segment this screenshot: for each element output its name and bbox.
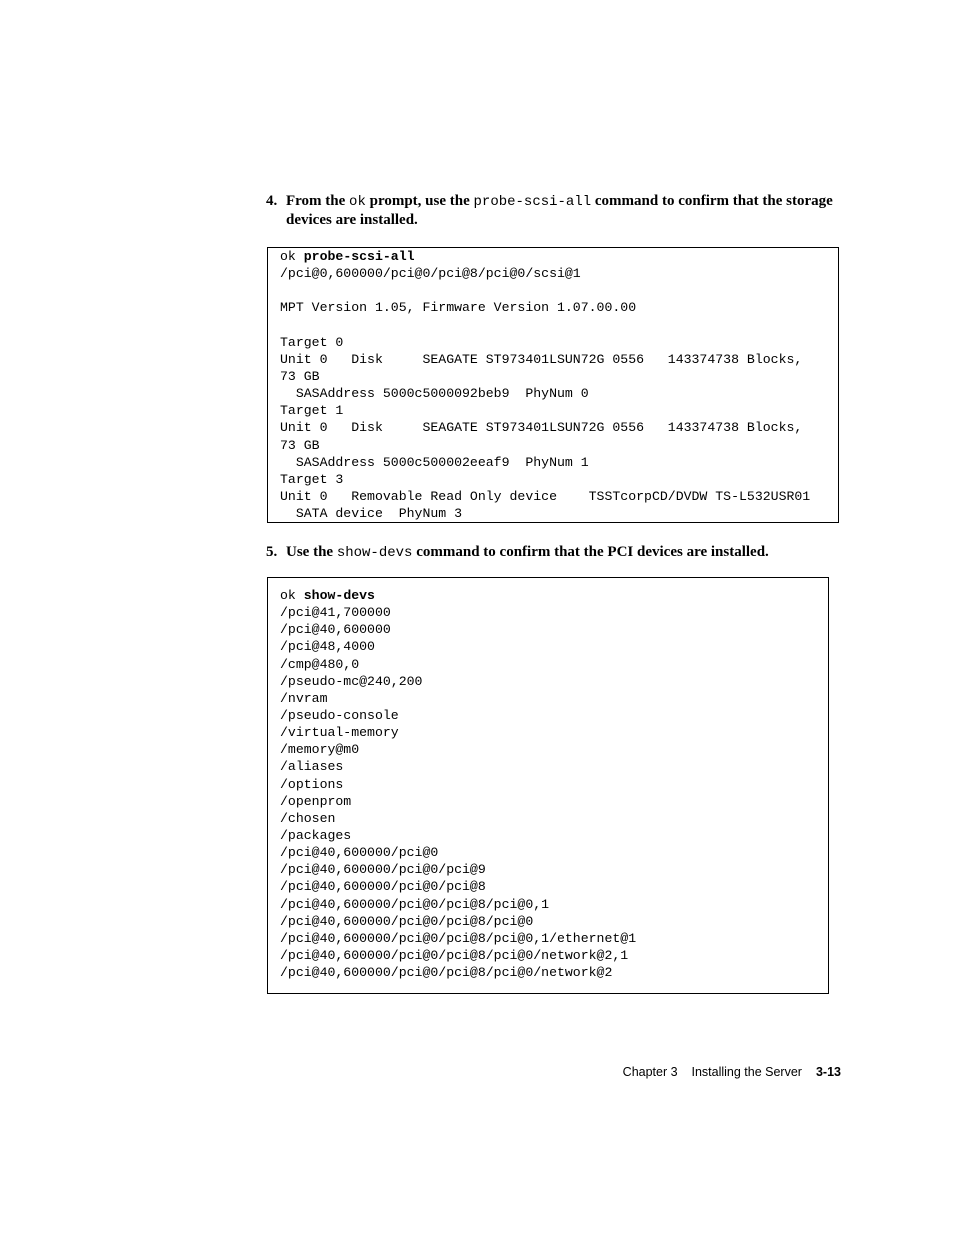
output-line: /virtual-memory xyxy=(280,725,399,741)
output-line: /pci@40,600000/pci@0/pci@8 xyxy=(280,879,486,895)
output-line: /pci@40,600000/pci@0/pci@8/pci@0,1 xyxy=(280,896,550,912)
output-line: /pci@40,600000/pci@0/pci@8/pci@0/network@2,1 xyxy=(280,947,629,963)
prompt: ok xyxy=(280,588,304,603)
output-line: /chosen xyxy=(280,810,336,826)
inline-code-show-devs: show-devs xyxy=(336,545,413,561)
output-line: /pci@40,600000 xyxy=(280,622,391,638)
page-footer xyxy=(623,1064,841,1080)
output-line: /pseudo-mc@240,200 xyxy=(280,673,423,689)
output-line: 73 GB xyxy=(280,368,320,384)
output-line: 73 GB xyxy=(280,437,320,453)
output-line: /nvram xyxy=(280,690,328,706)
output-line: Target 0 xyxy=(280,334,344,350)
output-line: /openprom xyxy=(280,793,352,809)
output-line: /cmp@480,0 xyxy=(280,656,360,672)
step-text: Use the show-devs command to confirm that the PCI devices are installed. xyxy=(286,544,769,561)
step-4-instruction xyxy=(266,192,836,229)
output-line: /pci@40,600000/pci@0/pci@8/pci@0/network@2 xyxy=(280,965,613,981)
command-line xyxy=(280,248,838,265)
output-line: SASAddress 5000c500002eeaf9 PhyNum 1 xyxy=(280,454,589,470)
step-number: 4. xyxy=(266,193,278,209)
output-line: Unit 0 Disk SEAGATE ST973401LSUN72G 0556 143374738 Blocks, xyxy=(280,351,803,367)
output-line xyxy=(280,282,838,299)
output-line: /pci@41,700000 xyxy=(280,605,391,621)
prompt: ok xyxy=(280,249,304,264)
output-line: SATA device PhyNum 3 xyxy=(280,506,463,522)
code-block-probe-scsi-all xyxy=(267,247,839,523)
output-line: /pseudo-console xyxy=(280,707,399,723)
step-5-instruction xyxy=(266,543,866,562)
output-line: /pci@40,600000/pci@0/pci@8/pci@0 xyxy=(280,913,534,929)
output-line: /options xyxy=(280,776,344,792)
command: show-devs xyxy=(303,588,375,603)
output-line xyxy=(280,317,838,334)
inline-code-probe-scsi-all: probe-scsi-all xyxy=(473,194,592,210)
output-line: Target 3 xyxy=(280,471,344,487)
output-line: Unit 0 Removable Read Only device TSSTcorpCD/DVDW TS-L532USR01 xyxy=(280,488,811,504)
output-line: /memory@m0 xyxy=(280,742,360,758)
footer-chapter: Chapter 3 xyxy=(622,1065,678,1079)
output-line: /pci@40,600000/pci@0 xyxy=(280,845,439,861)
output-line: /aliases xyxy=(280,759,344,775)
step-text: From the ok prompt, use the probe-scsi-all command to confirm that the storage devices are installed. xyxy=(286,193,833,228)
output-line: SASAddress 5000c5000092beb9 PhyNum 0 xyxy=(280,386,589,402)
step-number: 5. xyxy=(266,544,278,560)
output-line: /pci@48,4000 xyxy=(280,639,375,655)
output-line: /pci@40,600000/pci@0/pci@9 xyxy=(280,862,486,878)
output-line: MPT Version 1.05, Firmware Version 1.07.00.00 xyxy=(280,300,637,316)
output-line: Unit 0 Disk SEAGATE ST973401LSUN72G 0556 143374738 Blocks, xyxy=(280,420,803,436)
output-line: Target 1 xyxy=(280,403,344,419)
inline-code-ok: ok xyxy=(349,194,366,210)
page-number: 3-13 xyxy=(815,1065,841,1079)
footer-title: Installing the Server xyxy=(691,1065,802,1079)
output-line: /pci@40,600000/pci@0/pci@8/pci@0,1/ethernet@1 xyxy=(280,930,637,946)
output-line: /pci@0,600000/pci@0/pci@8/pci@0/scsi@1 xyxy=(280,266,581,282)
command-line xyxy=(280,587,828,604)
output-line: /packages xyxy=(280,827,352,843)
code-block-show-devs xyxy=(267,577,829,994)
command: probe-scsi-all xyxy=(303,249,415,264)
